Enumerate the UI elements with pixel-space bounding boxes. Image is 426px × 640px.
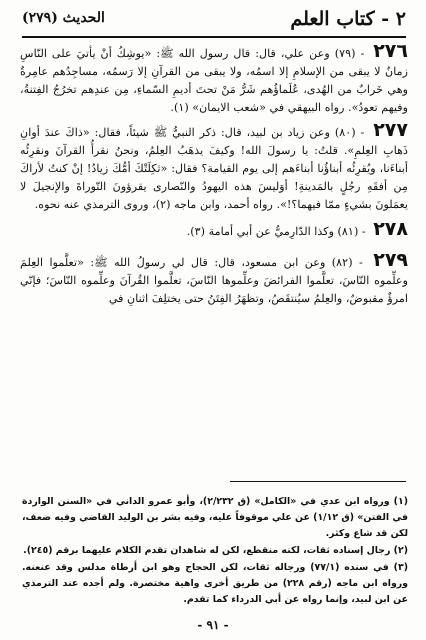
footnote: (٣) في سنده (٧٧/١) ورجاله ثقات، لكن الحجاج وهو ابن أرطاة مدلس وقد عنعنه. ورواه ابن ماجه (رقم ٢٢٨) من طريق أخرى واهية مختصرة. ولم أجده عند الترمذي عن ابن لبيد، وإنما رواه عن أبي الدرداء كما تقدم.: [22, 562, 408, 605]
section-indicator: الحديث (٢٧٩): [22, 10, 105, 26]
hadith-276: [20, 42, 408, 117]
footnote: (١) ورواه ابن عدي في «الكامل» (ق ٢/٢٣٢)، وأبو عمرو الداني في «السنن الواردة في الفتن» (ق ١/١٢) عن علي موقوفاً عليه، وفيه بشر بن الوليد القاضي وفيه ضعف، لكن قد شاع وكثر.: [22, 496, 409, 539]
hadith-text: - (٨١) وكذا الدّارِميُّ عن أبي أمامة (٣).: [186, 225, 366, 238]
hadith-number: ٢٧٨: [373, 218, 408, 240]
hadith-text: - (٨٢) وعن ابن مسعود، قال: قال لي رسولُ الله ﷺ: «تعلَّموا العِلمَ وعلِّموه النّاسَ، تعلَّموا الفرائضَ وعلِّموها النّاسَ، تعلَّموا القُرآنَ وعلِّموه النّاسَ؛ فإنّي امرؤٌ مقبوضٌ، والعِلمُ سيُنتقَصُ، وتظهَرُ الفِتَنُ حتى يختلِفَ اثنانِ في: [20, 256, 408, 305]
page-number: - ٩١ -: [197, 618, 229, 632]
hadith-text: - (٨٠) وعن زياد بن لبيد، قال: ذكر النبيُّ ﷺ شيئاً، فقال: «ذاكَ عندَ أوانِ ذَهابِ العِلمِ». قلتُ: يا رسولَ الله! وكيفَ يذهَبُ العِلمُ، ونحنُ نقرأُ القرآنَ ونقرِئُه أبناءَنا، ويُقرِئُه أبناؤُنا أبناءَهم إلى يوم القيامة؟ فقال: «ثكِلَتْكَ أمُّكَ زيادُ! إنْ كنتُ لأراكَ مِن أفقَهِ رجُلٍ بالمَدينةِ! أوَليسَ هذه اليهودُ والنّصارى يقرؤونَ التّوراةَ والإنجيلَ لا يعمَلونَ بشيءٍ ممّا فيهما؟!». رواه أحمد، وابن ماجه (٢)، وروى الترمذي عنه نحوه.: [20, 126, 408, 211]
hadith-number: ٢٧٧: [373, 119, 408, 141]
hadith-278: [20, 220, 408, 241]
hadith-279: [20, 251, 408, 308]
footnote: (٢) رجال إسناده ثقات، لكنه منقطع، لكن له شاهدان تقدم الكلام عليهما برقم (٢٤٥).: [23, 545, 408, 556]
main-text: [20, 42, 408, 308]
hadith-text: - (٧٩) وعن علي، قال: قال رسول الله ﷺ: «يوشِكُ أنْ يأتيَ على النّاسِ زمانٌ لا يبقى من الإسلامِ إلا اسمُه، ولا يبقى من القرآنِ إلا رَسمُه، مساجِدُهم عامِرةٌ وهي خَرابٌ من الهُدى، عُلَماؤُهم شَرُّ مَنْ تحتَ أديمِ السّماءِ، مِن عندِهم تخرُجُ الفِتنةُ، وفيهم تعودُ». رواه البيهقي في «شعب الايمان» (١).: [20, 47, 408, 114]
chapter-title: ٢ - كتاب العلم: [290, 8, 406, 30]
footnote-divider: [230, 481, 406, 482]
running-header: [22, 8, 406, 38]
footnotes: [22, 494, 408, 609]
hadith-number: ٢٧٦: [373, 40, 408, 62]
hadith-number: ٢٧٩: [373, 249, 409, 271]
hadith-277: [20, 121, 408, 214]
